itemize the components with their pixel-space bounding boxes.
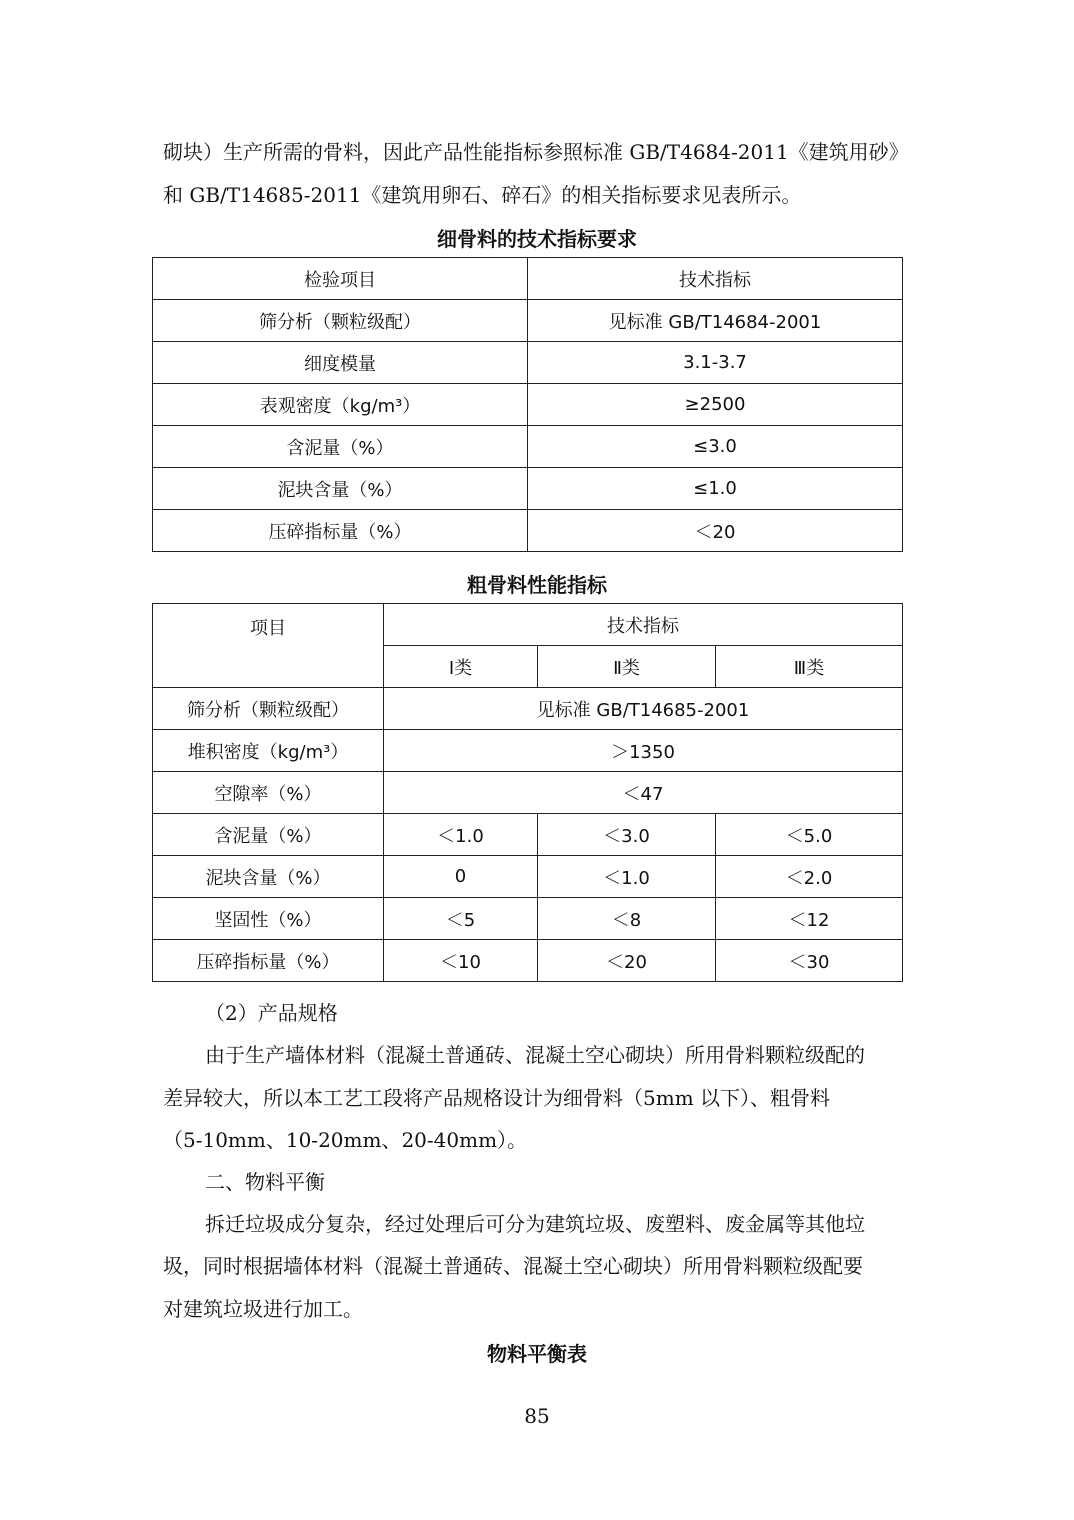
- table-cell: 堆积密度（kg/m³）: [153, 730, 384, 772]
- table-cell: 含泥量（%）: [153, 426, 528, 468]
- table-header-row: [153, 604, 903, 646]
- table-cell: 坚固性（%）: [153, 898, 384, 940]
- table-cell: 压碎指标量（%）: [153, 510, 528, 552]
- table-cell: 含泥量（%）: [153, 814, 384, 856]
- table-row: [153, 342, 903, 384]
- table-cell: 0: [384, 856, 538, 898]
- table-row: [153, 940, 903, 982]
- table-cell: ＜5: [384, 898, 538, 940]
- table-cell: ≥2500: [528, 384, 903, 426]
- table-cell: ＜20: [528, 510, 903, 552]
- intro-line-1: 砌块）生产所需的骨料，因此产品性能指标参照标准 GB/T4684-2011《建筑用砂》: [163, 140, 909, 164]
- table-row: [153, 688, 903, 730]
- table-header-row: [153, 258, 903, 300]
- table-cell: ＜5.0: [716, 814, 903, 856]
- table-row: [153, 300, 903, 342]
- table-row: [153, 772, 903, 814]
- spec-line-3: （5-10mm、10-20mm、20-40mm）。: [163, 1128, 528, 1152]
- coarse-table-caption: 粗骨料性能指标: [467, 573, 607, 597]
- table-cell: 空隙率（%）: [153, 772, 384, 814]
- table-cell: 筛分析（颗粒级配）: [153, 300, 528, 342]
- fine-table-caption: 细骨料的技术指标要求: [437, 227, 637, 251]
- table-cell: ＜3.0: [538, 814, 716, 856]
- spec-line-1: 由于生产墙体材料（混凝土普通砖、混凝土空心砌块）所用骨料颗粒级配的: [205, 1043, 865, 1067]
- table-cell: ≤1.0: [528, 468, 903, 510]
- table-row: [153, 730, 903, 772]
- header-cell-class: Ⅰ类: [384, 646, 538, 688]
- table-row: [153, 814, 903, 856]
- balance-heading: 二、物料平衡: [205, 1170, 325, 1194]
- balance-line-1: 拆迁垃圾成分复杂，经过处理后可分为建筑垃圾、废塑料、废金属等其他垃: [205, 1212, 865, 1236]
- table-cell: 见标准 GB/T14685-2001: [384, 688, 903, 730]
- table-cell: 泥块含量（%）: [153, 468, 528, 510]
- table-cell: 细度模量: [153, 342, 528, 384]
- table-cell: 见标准 GB/T14684-2001: [528, 300, 903, 342]
- table-cell: ＜1.0: [384, 814, 538, 856]
- table-row: [153, 426, 903, 468]
- table-cell: ≤3.0: [528, 426, 903, 468]
- table-cell: ＜12: [716, 898, 903, 940]
- spec-line-2: 差异较大，所以本工艺工段将产品规格设计为细骨料（5mm 以下）、粗骨料: [163, 1086, 831, 1110]
- table-cell: ＜1.0: [538, 856, 716, 898]
- spec-heading: （2）产品规格: [205, 1001, 338, 1025]
- table-cell: ＜8: [538, 898, 716, 940]
- table-cell: 筛分析（颗粒级配）: [153, 688, 384, 730]
- header-cell-item: 项目: [153, 604, 384, 688]
- page-number: 85: [524, 1404, 550, 1428]
- balance-line-2: 圾，同时根据墙体材料（混凝土普通砖、混凝土空心砌块）所用骨料颗粒级配要: [163, 1254, 863, 1278]
- table-row: [153, 856, 903, 898]
- table-cell: 泥块含量（%）: [153, 856, 384, 898]
- table-row: [153, 898, 903, 940]
- table-cell: ＜10: [384, 940, 538, 982]
- table-row: [153, 510, 903, 552]
- table-cell: ＜30: [716, 940, 903, 982]
- balance-table-caption: 物料平衡表: [487, 1342, 587, 1366]
- header-cell: 技术指标: [528, 258, 903, 300]
- table-cell: 表观密度（kg/m³）: [153, 384, 528, 426]
- coarse-aggregate-table: [152, 603, 903, 982]
- header-cell: 检验项目: [153, 258, 528, 300]
- header-cell-class: Ⅱ类: [538, 646, 716, 688]
- table-row: [153, 468, 903, 510]
- table-cell: 3.1-3.7: [528, 342, 903, 384]
- balance-line-3: 对建筑垃圾进行加工。: [163, 1297, 363, 1321]
- table-cell: ＜20: [538, 940, 716, 982]
- intro-line-2: 和 GB/T14685-2011《建筑用卵石、碎石》的相关指标要求见表所示。: [163, 183, 802, 207]
- table-cell: ＜2.0: [716, 856, 903, 898]
- table-row: [153, 384, 903, 426]
- fine-aggregate-table: [152, 257, 903, 552]
- header-cell-spec: 技术指标: [384, 604, 903, 646]
- table-cell: 压碎指标量（%）: [153, 940, 384, 982]
- table-cell: ＜47: [384, 772, 903, 814]
- header-cell-class: Ⅲ类: [716, 646, 903, 688]
- table-cell: ＞1350: [384, 730, 903, 772]
